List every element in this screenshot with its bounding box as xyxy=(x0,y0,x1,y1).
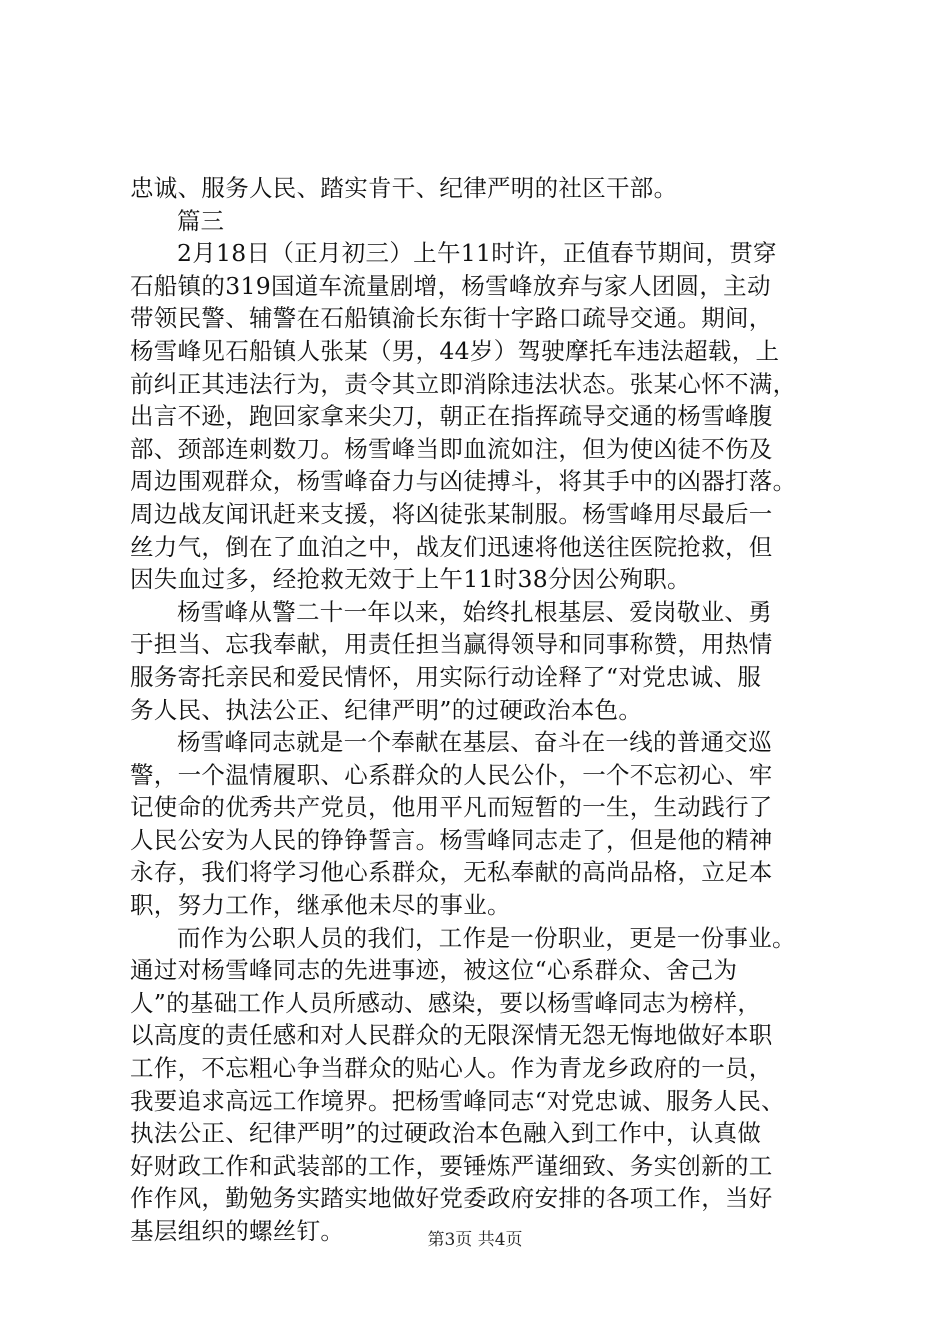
text-line: 警，一个温情履职、心系群众的人民公仆，一个不忘初心、牢 xyxy=(130,760,773,789)
text-line: 2月18日（正月初三）上午11时许，正值春节期间，贯穿 xyxy=(177,239,777,268)
document-body xyxy=(130,172,860,1248)
text-line: 以高度的责任感和对人民群众的无限深情无怨无悔地做好本职 xyxy=(130,1021,773,1050)
text-line: 人”的基础工作人员所感动、感染，要以杨雪峰同志为榜样， xyxy=(130,988,762,1017)
text-line: 执法公正、纪律严明”的过硬政治本色融入到工作中，认真做 xyxy=(130,1119,762,1148)
text-line: 杨雪峰同志就是一个奉献在基层、奋斗在一线的普通交巡 xyxy=(177,728,772,757)
text-line: 务人民、执法公正、纪律严明”的过硬政治本色。 xyxy=(130,695,643,724)
text-line: 人民公安为人民的铮铮誓言。杨雪峰同志走了，但是他的精神 xyxy=(130,825,773,854)
text-line: 好财政工作和武装部的工作，要锤炼严谨细致、务实创新的工 xyxy=(130,1151,773,1180)
text-line: 周边战友闻讯赶来支援，将凶徒张某制服。杨雪峰用尽最后一 xyxy=(130,499,773,528)
paragraph-reflection xyxy=(130,922,860,1248)
text-line: 工作，不忘粗心争当群众的贴心人。作为青龙乡政府的一员， xyxy=(130,1054,773,1083)
paragraph-tribute xyxy=(130,726,860,922)
page-number-footer: 第3页 共4页 xyxy=(427,1230,523,1250)
text-line: 因失血过多，经抢救无效于上午11时38分因公殉职。 xyxy=(130,565,691,594)
text-line: 忠诚、服务人民、踏实肯干、纪律严明的社区干部。 xyxy=(130,174,678,202)
text-line: 作作风，勤勉务实踏实地做好党委政府安排的各项工作，当好 xyxy=(130,1184,773,1213)
text-line: 通过对杨雪峰同志的先进事迹，被这位“心系群众、舍己为 xyxy=(130,956,738,985)
paragraph-career xyxy=(130,596,860,726)
text-line: 基层组织的螺丝钉。 xyxy=(130,1217,345,1245)
text-line: 而作为公职人员的我们，工作是一份职业，更是一份事业。 xyxy=(177,923,796,952)
section-heading: 篇三 xyxy=(177,206,224,235)
text-line: 记使命的优秀共产党员，他用平凡而短暂的一生，生动践行了 xyxy=(130,793,773,822)
text-line: 出言不逊，跑回家拿来尖刀，朝正在指挥疏导交通的杨雪峰腹 xyxy=(130,402,773,431)
paragraph-continuation xyxy=(130,172,860,205)
text-line: 服务寄托亲民和爱民情怀，用实际行动诠释了“对党忠诚、服 xyxy=(130,662,762,691)
text-line: 杨雪峰从警二十一年以来，始终扎根基层、爱岗敬业、勇 xyxy=(177,597,772,626)
text-line: 杨雪峰见石船镇人张某（男，44岁）驾驶摩托车违法超载，上 xyxy=(130,336,780,365)
text-line: 于担当、忘我奉献，用责任担当赢得领导和同事称赞，用热情 xyxy=(130,630,773,659)
text-line: 职，努力工作，继承他未尽的事业。 xyxy=(130,891,511,920)
text-line: 永存，我们将学习他心系群众，无私奉献的高尚品格，立足本 xyxy=(130,858,773,887)
text-line: 带领民警、辅警在石船镇渝长东街十字路口疏导交通。期间， xyxy=(130,304,773,333)
text-line: 石船镇的319国道车流量剧增，杨雪峰放弃与家人团圆，主动 xyxy=(130,271,771,300)
text-line: 丝力气，倒在了血泊之中，战友们迅速将他送往医院抢救，但 xyxy=(130,532,773,561)
text-line: 周边围观群众，杨雪峰奋力与凶徒搏斗，将其手中的凶器打落。 xyxy=(130,467,797,496)
text-line: 前纠正其违法行为，责令其立即消除违法状态。张某心怀不满， xyxy=(130,369,797,398)
text-line: 我要追求高远工作境界。把杨雪峰同志“对党忠诚、服务人民、 xyxy=(130,1086,785,1115)
text-line: 部、颈部连刺数刀。杨雪峰当即血流如注，但为使凶徒不伤及 xyxy=(130,434,773,463)
paragraph-incident xyxy=(130,237,860,596)
